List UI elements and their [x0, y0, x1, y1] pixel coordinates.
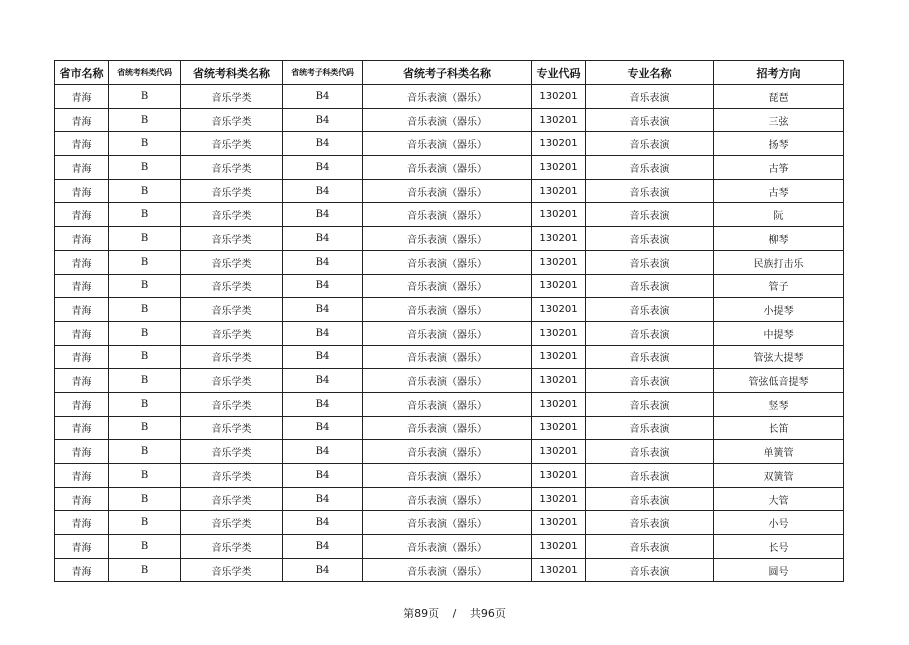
subcategory-code-cell: B4 [283, 298, 363, 322]
direction-cell: 阮 [714, 203, 844, 227]
table-row [55, 156, 844, 180]
category-name-cell: 音乐学类 [181, 535, 283, 559]
subcategory-code-cell: B4 [283, 511, 363, 535]
major-name-cell: 音乐表演 [586, 156, 714, 180]
page-separator: / [452, 607, 457, 620]
major-code-cell: 130201 [532, 369, 586, 393]
direction-cell: 管弦低音提琴 [714, 369, 844, 393]
major-name-cell: 音乐表演 [586, 179, 714, 203]
data-table [54, 60, 844, 582]
subcategory-name-cell: 音乐表演（器乐） [363, 203, 532, 227]
direction-cell: 单簧管 [714, 440, 844, 464]
major-name-cell: 音乐表演 [586, 227, 714, 251]
category-code-cell: B [109, 203, 181, 227]
subcategory-name-cell: 音乐表演（器乐） [363, 132, 532, 156]
province-cell: 青海 [55, 298, 109, 322]
header-category-name: 省统考科类名称 [181, 61, 283, 85]
direction-cell: 中提琴 [714, 321, 844, 345]
category-code-cell: B [109, 85, 181, 109]
category-name-cell: 音乐学类 [181, 392, 283, 416]
category-code-cell: B [109, 416, 181, 440]
province-cell: 青海 [55, 392, 109, 416]
current-page-label: 第89页 [403, 607, 440, 620]
direction-cell: 小号 [714, 511, 844, 535]
table-row [55, 132, 844, 156]
category-name-cell: 音乐学类 [181, 511, 283, 535]
table-row [55, 558, 844, 582]
subcategory-code-cell: B4 [283, 345, 363, 369]
table-row [55, 345, 844, 369]
province-cell: 青海 [55, 440, 109, 464]
table-header-row [55, 61, 844, 85]
direction-cell: 三弦 [714, 108, 844, 132]
major-code-cell: 130201 [532, 156, 586, 180]
direction-cell: 长笛 [714, 416, 844, 440]
major-name-cell: 音乐表演 [586, 132, 714, 156]
category-name-cell: 音乐学类 [181, 250, 283, 274]
table-row [55, 487, 844, 511]
major-name-cell: 音乐表演 [586, 321, 714, 345]
direction-cell: 古筝 [714, 156, 844, 180]
subcategory-name-cell: 音乐表演（器乐） [363, 321, 532, 345]
major-code-cell: 130201 [532, 464, 586, 488]
subcategory-code-cell: B4 [283, 416, 363, 440]
header-subcategory-name: 省统考子科类名称 [363, 61, 532, 85]
category-name-cell: 音乐学类 [181, 108, 283, 132]
subcategory-code-cell: B4 [283, 156, 363, 180]
category-name-cell: 音乐学类 [181, 274, 283, 298]
province-cell: 青海 [55, 156, 109, 180]
category-code-cell: B [109, 535, 181, 559]
category-name-cell: 音乐学类 [181, 345, 283, 369]
subcategory-name-cell: 音乐表演（器乐） [363, 85, 532, 109]
province-cell: 青海 [55, 558, 109, 582]
category-code-cell: B [109, 156, 181, 180]
table-row [55, 440, 844, 464]
province-cell: 青海 [55, 274, 109, 298]
table-row [55, 250, 844, 274]
direction-cell: 管子 [714, 274, 844, 298]
category-code-cell: B [109, 227, 181, 251]
province-cell: 青海 [55, 203, 109, 227]
category-name-cell: 音乐学类 [181, 203, 283, 227]
direction-cell: 扬琴 [714, 132, 844, 156]
subcategory-code-cell: B4 [283, 203, 363, 227]
direction-cell: 琵琶 [714, 85, 844, 109]
category-name-cell: 音乐学类 [181, 179, 283, 203]
subcategory-code-cell: B4 [283, 108, 363, 132]
major-name-cell: 音乐表演 [586, 345, 714, 369]
major-code-cell: 130201 [532, 487, 586, 511]
subcategory-name-cell: 音乐表演（器乐） [363, 487, 532, 511]
table-row [55, 321, 844, 345]
total-pages-label: 共96页 [469, 607, 506, 620]
major-name-cell: 音乐表演 [586, 487, 714, 511]
province-cell: 青海 [55, 321, 109, 345]
major-code-cell: 130201 [532, 558, 586, 582]
province-cell: 青海 [55, 487, 109, 511]
province-cell: 青海 [55, 132, 109, 156]
direction-cell: 柳琴 [714, 227, 844, 251]
category-name-cell: 音乐学类 [181, 132, 283, 156]
subcategory-code-cell: B4 [283, 464, 363, 488]
table-row [55, 392, 844, 416]
major-code-cell: 130201 [532, 250, 586, 274]
subcategory-code-cell: B4 [283, 369, 363, 393]
major-code-cell: 130201 [532, 274, 586, 298]
subcategory-name-cell: 音乐表演（器乐） [363, 227, 532, 251]
table-row [55, 108, 844, 132]
subcategory-name-cell: 音乐表演（器乐） [363, 345, 532, 369]
category-code-cell: B [109, 369, 181, 393]
category-code-cell: B [109, 440, 181, 464]
major-code-cell: 130201 [532, 345, 586, 369]
category-name-cell: 音乐学类 [181, 487, 283, 511]
header-direction: 招考方向 [714, 61, 844, 85]
direction-cell: 小提琴 [714, 298, 844, 322]
subcategory-name-cell: 音乐表演（器乐） [363, 274, 532, 298]
table-row [55, 298, 844, 322]
table-row [55, 274, 844, 298]
table-row [55, 85, 844, 109]
table-body [55, 85, 844, 582]
subcategory-name-cell: 音乐表演（器乐） [363, 392, 532, 416]
category-name-cell: 音乐学类 [181, 464, 283, 488]
table-row [55, 369, 844, 393]
direction-cell: 大管 [714, 487, 844, 511]
subcategory-name-cell: 音乐表演（器乐） [363, 179, 532, 203]
subcategory-name-cell: 音乐表演（器乐） [363, 464, 532, 488]
subcategory-code-cell: B4 [283, 487, 363, 511]
major-name-cell: 音乐表演 [586, 558, 714, 582]
table-row [55, 535, 844, 559]
province-cell: 青海 [55, 108, 109, 132]
major-code-cell: 130201 [532, 85, 586, 109]
major-code-cell: 130201 [532, 227, 586, 251]
table-row [55, 227, 844, 251]
subcategory-code-cell: B4 [283, 132, 363, 156]
province-cell: 青海 [55, 369, 109, 393]
subcategory-name-cell: 音乐表演（器乐） [363, 108, 532, 132]
subcategory-name-cell: 音乐表演（器乐） [363, 298, 532, 322]
header-province: 省市名称 [55, 61, 109, 85]
category-code-cell: B [109, 108, 181, 132]
major-code-cell: 130201 [532, 132, 586, 156]
major-code-cell: 130201 [532, 108, 586, 132]
province-cell: 青海 [55, 85, 109, 109]
category-code-cell: B [109, 487, 181, 511]
subcategory-code-cell: B4 [283, 227, 363, 251]
subcategory-code-cell: B4 [283, 535, 363, 559]
subcategory-name-cell: 音乐表演（器乐） [363, 416, 532, 440]
subcategory-code-cell: B4 [283, 250, 363, 274]
subcategory-code-cell: B4 [283, 392, 363, 416]
major-name-cell: 音乐表演 [586, 250, 714, 274]
table-row [55, 179, 844, 203]
subcategory-name-cell: 音乐表演（器乐） [363, 250, 532, 274]
subcategory-name-cell: 音乐表演（器乐） [363, 156, 532, 180]
category-code-cell: B [109, 298, 181, 322]
major-code-cell: 130201 [532, 298, 586, 322]
subcategory-code-cell: B4 [283, 440, 363, 464]
category-code-cell: B [109, 274, 181, 298]
category-name-cell: 音乐学类 [181, 558, 283, 582]
subcategory-name-cell: 音乐表演（器乐） [363, 369, 532, 393]
category-code-cell: B [109, 179, 181, 203]
header-major-code: 专业代码 [532, 61, 586, 85]
subcategory-name-cell: 音乐表演（器乐） [363, 440, 532, 464]
category-name-cell: 音乐学类 [181, 416, 283, 440]
category-code-cell: B [109, 558, 181, 582]
major-name-cell: 音乐表演 [586, 464, 714, 488]
subcategory-code-cell: B4 [283, 558, 363, 582]
province-cell: 青海 [55, 345, 109, 369]
major-name-cell: 音乐表演 [586, 85, 714, 109]
header-major-name: 专业名称 [586, 61, 714, 85]
major-name-cell: 音乐表演 [586, 274, 714, 298]
category-code-cell: B [109, 345, 181, 369]
direction-cell: 竖琴 [714, 392, 844, 416]
category-code-cell: B [109, 250, 181, 274]
category-name-cell: 音乐学类 [181, 227, 283, 251]
header-subcategory-code: 省统考子科类代码 [283, 61, 363, 85]
major-name-cell: 音乐表演 [586, 369, 714, 393]
major-code-cell: 130201 [532, 440, 586, 464]
major-code-cell: 130201 [532, 392, 586, 416]
subcategory-code-cell: B4 [283, 274, 363, 298]
category-name-cell: 音乐学类 [181, 369, 283, 393]
category-code-cell: B [109, 464, 181, 488]
category-code-cell: B [109, 321, 181, 345]
province-cell: 青海 [55, 511, 109, 535]
province-cell: 青海 [55, 250, 109, 274]
page-footer [0, 605, 909, 621]
direction-cell: 长号 [714, 535, 844, 559]
province-cell: 青海 [55, 179, 109, 203]
province-cell: 青海 [55, 535, 109, 559]
subcategory-code-cell: B4 [283, 179, 363, 203]
category-name-cell: 音乐学类 [181, 85, 283, 109]
category-name-cell: 音乐学类 [181, 298, 283, 322]
direction-cell: 双簧管 [714, 464, 844, 488]
major-code-cell: 130201 [532, 203, 586, 227]
major-code-cell: 130201 [532, 535, 586, 559]
category-code-cell: B [109, 392, 181, 416]
major-name-cell: 音乐表演 [586, 440, 714, 464]
major-name-cell: 音乐表演 [586, 108, 714, 132]
major-name-cell: 音乐表演 [586, 511, 714, 535]
subcategory-name-cell: 音乐表演（器乐） [363, 535, 532, 559]
table-row [55, 416, 844, 440]
table-row [55, 464, 844, 488]
direction-cell: 民族打击乐 [714, 250, 844, 274]
province-cell: 青海 [55, 464, 109, 488]
table-row [55, 203, 844, 227]
category-name-cell: 音乐学类 [181, 440, 283, 464]
major-name-cell: 音乐表演 [586, 203, 714, 227]
major-code-cell: 130201 [532, 321, 586, 345]
major-name-cell: 音乐表演 [586, 416, 714, 440]
subcategory-code-cell: B4 [283, 85, 363, 109]
major-code-cell: 130201 [532, 416, 586, 440]
province-cell: 青海 [55, 416, 109, 440]
major-name-cell: 音乐表演 [586, 392, 714, 416]
major-code-cell: 130201 [532, 179, 586, 203]
subcategory-code-cell: B4 [283, 321, 363, 345]
subcategory-name-cell: 音乐表演（器乐） [363, 511, 532, 535]
category-name-cell: 音乐学类 [181, 321, 283, 345]
subcategory-name-cell: 音乐表演（器乐） [363, 558, 532, 582]
category-name-cell: 音乐学类 [181, 156, 283, 180]
direction-cell: 管弦大提琴 [714, 345, 844, 369]
province-cell: 青海 [55, 227, 109, 251]
table-row [55, 511, 844, 535]
direction-cell: 圆号 [714, 558, 844, 582]
category-code-cell: B [109, 132, 181, 156]
direction-cell: 古琴 [714, 179, 844, 203]
category-code-cell: B [109, 511, 181, 535]
major-code-cell: 130201 [532, 511, 586, 535]
header-category-code: 省统考科类代码 [109, 61, 181, 85]
major-name-cell: 音乐表演 [586, 298, 714, 322]
major-name-cell: 音乐表演 [586, 535, 714, 559]
